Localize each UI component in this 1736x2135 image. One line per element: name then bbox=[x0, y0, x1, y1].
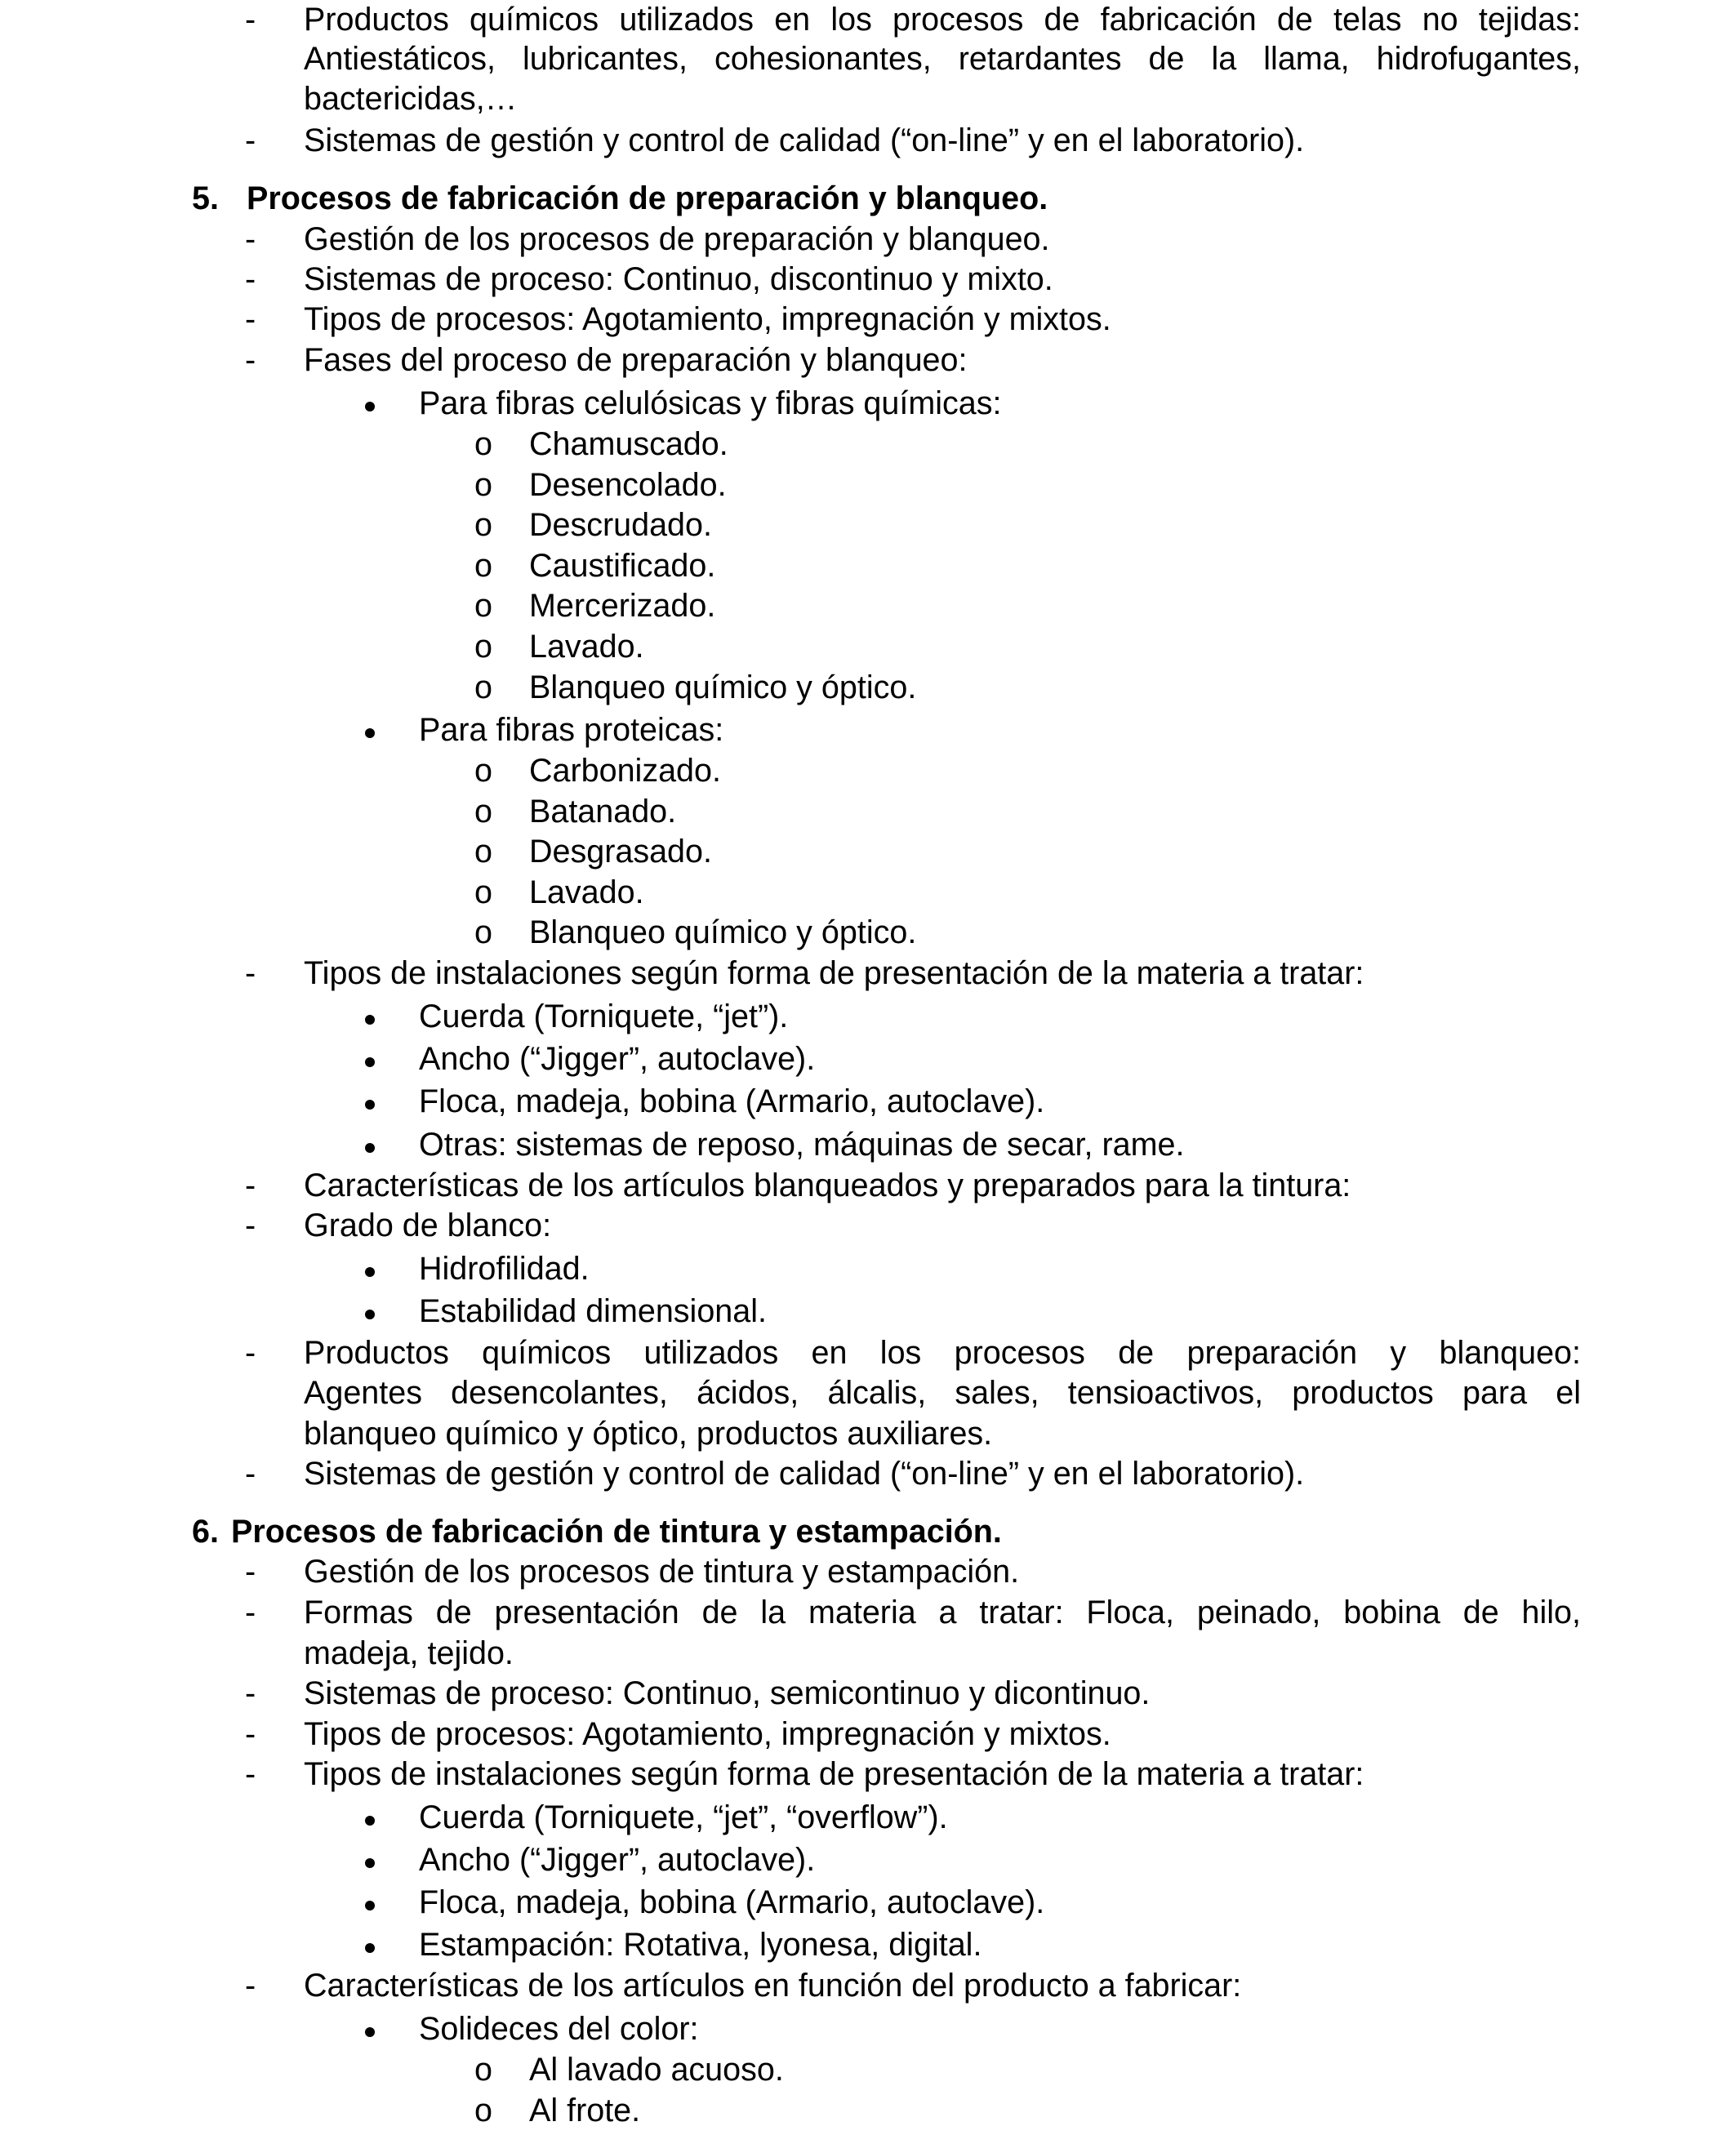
circle-bullet-icon: o bbox=[474, 874, 492, 910]
bullet-list-item-text: Cuerda (Torniquete, “jet”). bbox=[419, 999, 789, 1034]
dash-marker: - bbox=[245, 1554, 256, 1590]
bullet-dot-icon bbox=[365, 402, 375, 411]
sub-bullet-list-item-text: Batanado. bbox=[529, 794, 677, 830]
dash-marker: - bbox=[245, 221, 256, 257]
sub-bullet-list-item-text: Carbonizado. bbox=[529, 753, 721, 789]
section-number: 5. bbox=[192, 180, 219, 216]
bullet-list-item-text: Estabilidad dimensional. bbox=[419, 1293, 767, 1329]
bullet-dot-icon bbox=[365, 1057, 375, 1067]
circle-bullet-icon: o bbox=[474, 467, 492, 503]
dash-list-item-text: Gestión de los procesos de preparación y blanqueo. bbox=[304, 221, 1050, 257]
sub-bullet-list-item-text: Blanqueo químico y óptico. bbox=[529, 914, 917, 950]
dash-list-item-text: Formas de presentación de la materia a tratar: Floca, peinado, bobina de hilo, bbox=[304, 1595, 1581, 1630]
bullet-dot-icon bbox=[365, 2027, 375, 2037]
circle-bullet-icon: o bbox=[474, 426, 492, 462]
section-heading: Procesos de fabricación de tintura y estampación. bbox=[231, 1514, 1002, 1550]
bullet-list-item-text: Ancho (“Jigger”, autoclave). bbox=[419, 1041, 816, 1077]
sub-bullet-list-item-text: Al lavado acuoso. bbox=[529, 2052, 784, 2088]
dash-marker: - bbox=[245, 342, 256, 378]
dash-marker: - bbox=[245, 1756, 256, 1792]
bullet-dot-icon bbox=[365, 1143, 375, 1153]
dash-list-item-text: Tipos de procesos: Agotamiento, impregnación y mixtos. bbox=[304, 1716, 1111, 1752]
bullet-list-item-text: Floca, madeja, bobina (Armario, autoclave). bbox=[419, 1884, 1045, 1920]
dash-list-item-text: Gestión de los procesos de tintura y estampación. bbox=[304, 1554, 1020, 1590]
dash-list-item-text: Antiestáticos, lubricantes, cohesionantes, retardantes de la llama, hidrofugantes, bbox=[304, 41, 1581, 77]
sub-bullet-list-item-text: Chamuscado. bbox=[529, 426, 728, 462]
dash-marker: - bbox=[245, 1595, 256, 1630]
section-number: 6. bbox=[192, 1514, 219, 1550]
dash-list-item-text: Características de los artículos blanqueados y preparados para la tintura: bbox=[304, 1168, 1351, 1203]
circle-bullet-icon: o bbox=[474, 2093, 492, 2128]
circle-bullet-icon: o bbox=[474, 794, 492, 830]
circle-bullet-icon: o bbox=[474, 834, 492, 870]
dash-marker: - bbox=[245, 1968, 256, 2004]
bullet-list-item-text: Solideces del color: bbox=[419, 2011, 699, 2047]
dash-list-item-text: Sistemas de proceso: Continuo, discontinuo y mixto. bbox=[304, 261, 1053, 297]
bullet-list-item-text: Ancho (“Jigger”, autoclave). bbox=[419, 1842, 816, 1878]
dash-list-item-text: Fases del proceso de preparación y blanqueo: bbox=[304, 342, 968, 378]
circle-bullet-icon: o bbox=[474, 548, 492, 584]
bullet-dot-icon bbox=[365, 1858, 375, 1868]
dash-list-item-text: Sistemas de gestión y control de calidad (“on-line” y en el laboratorio). bbox=[304, 122, 1305, 158]
dash-list-item-text: Sistemas de proceso: Continuo, semicontinuo y dicontinuo. bbox=[304, 1675, 1151, 1711]
dash-list-item-text: Sistemas de gestión y control de calidad (“on-line” y en el laboratorio). bbox=[304, 1456, 1305, 1492]
bullet-dot-icon bbox=[365, 1100, 375, 1110]
dash-list-item-text: Características de los artículos en función del producto a fabricar: bbox=[304, 1968, 1242, 2004]
bullet-dot-icon bbox=[365, 1901, 375, 1910]
dash-marker: - bbox=[245, 2, 256, 38]
dash-list-item-text: Tipos de instalaciones según forma de presentación de la materia a tratar: bbox=[304, 955, 1364, 991]
dash-list-item-text: Productos químicos utilizados en los procesos de preparación y blanqueo: bbox=[304, 1335, 1581, 1371]
circle-bullet-icon: o bbox=[474, 669, 492, 705]
sub-bullet-list-item-text: Lavado. bbox=[529, 874, 644, 910]
dash-list-item-text: Tipos de procesos: Agotamiento, impregnación y mixtos. bbox=[304, 301, 1111, 337]
bullet-list-item-text: Estampación: Rotativa, lyonesa, digital. bbox=[419, 1927, 982, 1963]
dash-list-item-text: Agentes desencolantes, ácidos, álcalis, sales, tensioactivos, productos para el bbox=[304, 1375, 1581, 1411]
dash-list-item-text: bactericidas,… bbox=[304, 81, 518, 117]
sub-bullet-list-item-text: Caustificado. bbox=[529, 548, 716, 584]
dash-marker: - bbox=[245, 1716, 256, 1752]
dash-marker: - bbox=[245, 1335, 256, 1371]
dash-list-item-text: madeja, tejido. bbox=[304, 1635, 514, 1671]
circle-bullet-icon: o bbox=[474, 914, 492, 950]
circle-bullet-icon: o bbox=[474, 2052, 492, 2088]
bullet-list-item-text: Otras: sistemas de reposo, máquinas de secar, rame. bbox=[419, 1127, 1185, 1163]
dash-marker: - bbox=[245, 955, 256, 991]
bullet-dot-icon bbox=[365, 1816, 375, 1826]
circle-bullet-icon: o bbox=[474, 629, 492, 665]
bullet-dot-icon bbox=[365, 1267, 375, 1277]
bullet-list-item-text: Cuerda (Torniquete, “jet”, “overflow”). bbox=[419, 1799, 948, 1835]
bullet-list-item-text: Para fibras celulósicas y fibras químicas: bbox=[419, 385, 1002, 421]
dash-list-item-text: Productos químicos utilizados en los procesos de fabricación de telas no tejidas: bbox=[304, 2, 1581, 38]
dash-marker: - bbox=[245, 1456, 256, 1492]
sub-bullet-list-item-text: Desencolado. bbox=[529, 467, 727, 503]
dash-list-item-text: Grado de blanco: bbox=[304, 1208, 552, 1243]
bullet-list-item-text: Hidrofilidad. bbox=[419, 1251, 590, 1287]
dash-marker: - bbox=[245, 261, 256, 297]
sub-bullet-list-item-text: Mercerizado. bbox=[529, 588, 716, 624]
bullet-dot-icon bbox=[365, 1015, 375, 1025]
dash-list-item-text: blanqueo químico y óptico, productos auxiliares. bbox=[304, 1416, 993, 1452]
sub-bullet-list-item-text: Al frote. bbox=[529, 2093, 641, 2128]
dash-marker: - bbox=[245, 1675, 256, 1711]
dash-marker: - bbox=[245, 1168, 256, 1203]
dash-marker: - bbox=[245, 301, 256, 337]
sub-bullet-list-item-text: Lavado. bbox=[529, 629, 644, 665]
section-heading: Procesos de fabricación de preparación y blanqueo. bbox=[247, 180, 1048, 216]
bullet-dot-icon bbox=[365, 1310, 375, 1319]
sub-bullet-list-item-text: Descrudado. bbox=[529, 507, 712, 543]
dash-list-item-text: Tipos de instalaciones según forma de presentación de la materia a tratar: bbox=[304, 1756, 1364, 1792]
bullet-list-item-text: Para fibras proteicas: bbox=[419, 712, 724, 748]
sub-bullet-list-item-text: Desgrasado. bbox=[529, 834, 712, 870]
circle-bullet-icon: o bbox=[474, 588, 492, 624]
circle-bullet-icon: o bbox=[474, 753, 492, 789]
bullet-dot-icon bbox=[365, 728, 375, 738]
dash-marker: - bbox=[245, 122, 256, 158]
bullet-dot-icon bbox=[365, 1943, 375, 1953]
dash-marker: - bbox=[245, 1208, 256, 1243]
sub-bullet-list-item-text: Blanqueo químico y óptico. bbox=[529, 669, 917, 705]
circle-bullet-icon: o bbox=[474, 507, 492, 543]
bullet-list-item-text: Floca, madeja, bobina (Armario, autoclave). bbox=[419, 1083, 1045, 1119]
